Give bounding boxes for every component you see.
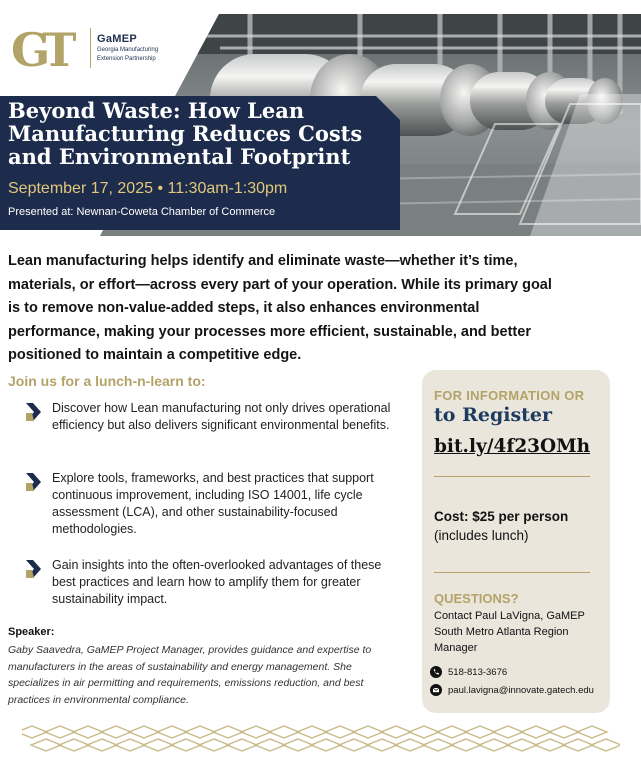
speaker-label: Speaker: bbox=[8, 626, 55, 638]
footer-diamond bbox=[325, 726, 355, 738]
footer-diamond bbox=[535, 739, 565, 751]
phone-row[interactable] bbox=[430, 666, 507, 678]
phone-icon bbox=[430, 666, 442, 678]
footer-diamond-pattern bbox=[22, 724, 620, 754]
gamep-wordmark bbox=[97, 33, 158, 62]
footer-diamond bbox=[381, 726, 411, 738]
agenda-item-text: Discover how Lean manufacturing not only drives operational efficiency but also delivers significant environmental benefits. bbox=[52, 401, 391, 432]
footer-diamond bbox=[31, 739, 61, 751]
footer-diamond bbox=[227, 739, 257, 751]
footer-diamond bbox=[451, 739, 481, 751]
divider bbox=[434, 572, 590, 573]
footer-diamond bbox=[493, 726, 523, 738]
footer-diamond bbox=[577, 726, 607, 738]
svg-text:GT: GT bbox=[11, 24, 69, 72]
registration-link[interactable]: bit.ly/4f23OMh bbox=[434, 436, 591, 457]
agenda-item bbox=[26, 400, 406, 434]
footer-diamond bbox=[395, 739, 425, 751]
agenda-heading: Join us for a lunch-n-learn to: bbox=[8, 373, 206, 389]
footer-diamond bbox=[213, 726, 243, 738]
footer-diamond bbox=[479, 739, 509, 751]
footer-diamond bbox=[171, 739, 201, 751]
footer-diamond bbox=[563, 739, 593, 751]
footer-diamond bbox=[255, 739, 285, 751]
speaker-bio: Gaby Saavedra, GaMEP Project Manager, provides guidance and expertise to manufacturers in the areas of sustainability and energy management. She specializes in air permitting and requirements, emissions reduction, and best practices in environmental compliance. bbox=[8, 644, 372, 706]
footer-diamond bbox=[311, 739, 341, 751]
phone-number: 518-813-3676 bbox=[448, 666, 508, 678]
info-heading: FOR INFORMATION OR bbox=[434, 388, 585, 403]
footer-diamond bbox=[143, 739, 173, 751]
email-address: paul.lavigna@innovate.gatech.edu bbox=[448, 684, 594, 696]
footer-diamond bbox=[367, 739, 397, 751]
gt-logo-icon bbox=[10, 24, 82, 72]
gamep-logo bbox=[10, 24, 158, 72]
footer-diamond bbox=[591, 739, 620, 751]
chevron-bullet-icon bbox=[26, 560, 41, 578]
event-venue: Presented at: Newnan-Coweta Chamber of Commerce bbox=[8, 206, 276, 218]
cost-label: Cost: $25 per person bbox=[434, 509, 569, 524]
footer-diamond bbox=[507, 739, 537, 751]
event-title: Beyond Waste: How Lean Manufacturing Reduces Costs and Environmental Footprint bbox=[8, 98, 363, 169]
footer-diamond bbox=[73, 726, 103, 738]
agenda-item bbox=[26, 557, 406, 608]
footer-diamond bbox=[339, 739, 369, 751]
divider bbox=[434, 476, 590, 477]
email-icon bbox=[430, 684, 442, 696]
org-subtitle-line-2: Extension Partnership bbox=[97, 56, 156, 63]
footer-diamond bbox=[129, 726, 159, 738]
cost-note: (includes lunch) bbox=[434, 528, 529, 543]
footer-diamond bbox=[157, 726, 187, 738]
footer-diamond bbox=[59, 739, 89, 751]
footer-diamond bbox=[297, 726, 327, 738]
footer-diamond bbox=[353, 726, 383, 738]
footer-diamond bbox=[185, 726, 215, 738]
org-name: GaMEP bbox=[97, 33, 138, 46]
logo-divider bbox=[90, 28, 91, 68]
footer-diamond bbox=[115, 739, 145, 751]
hero-header bbox=[0, 0, 641, 240]
register-heading: to Register bbox=[434, 404, 553, 426]
footer-diamond bbox=[423, 739, 453, 751]
agenda-item-text: Explore tools, frameworks, and best practices that support continuous improvement, including ISO 14001, life cycle assessment (LCA), and other sustainability-focused methodologies. bbox=[52, 471, 374, 536]
event-date-time: September 17, 2025 • 11:30am-1:30pm bbox=[8, 180, 288, 197]
agenda-item bbox=[26, 470, 406, 538]
questions-heading: QUESTIONS? bbox=[434, 591, 519, 606]
footer-diamond bbox=[521, 726, 551, 738]
contact-person: Contact Paul LaVigna, GaMEP South Metro Atlanta Region Manager bbox=[434, 610, 585, 654]
agenda-item-text: Gain insights into the often-overlooked advantages of these best practices and learn how to amplify them for greater sustainability impact. bbox=[52, 558, 382, 606]
org-subtitle-line-1: Georgia Manufacturing bbox=[97, 47, 159, 54]
footer-diamond bbox=[283, 739, 313, 751]
footer-diamond bbox=[199, 739, 229, 751]
footer-diamond bbox=[45, 726, 75, 738]
footer-diamond bbox=[409, 726, 439, 738]
chevron-bullet-icon bbox=[26, 473, 41, 491]
footer-diamond bbox=[241, 726, 271, 738]
footer-diamond bbox=[101, 726, 131, 738]
intro-paragraph: Lean manufacturing helps identify and eliminate waste—whether it’s time, materials, or effort—across every part of your operation. While its primary goal is to remove non-value-added steps, it also enhances environmental performance, making your processes more efficient, sustainable, and better positioned to maintain a competitive edge. bbox=[8, 253, 552, 363]
footer-diamond bbox=[465, 726, 495, 738]
footer-diamond bbox=[437, 726, 467, 738]
footer-diamond bbox=[549, 726, 579, 738]
footer-diamond bbox=[269, 726, 299, 738]
email-row[interactable] bbox=[430, 684, 594, 696]
chevron-bullet-icon bbox=[26, 403, 41, 421]
footer-diamond bbox=[87, 739, 117, 751]
